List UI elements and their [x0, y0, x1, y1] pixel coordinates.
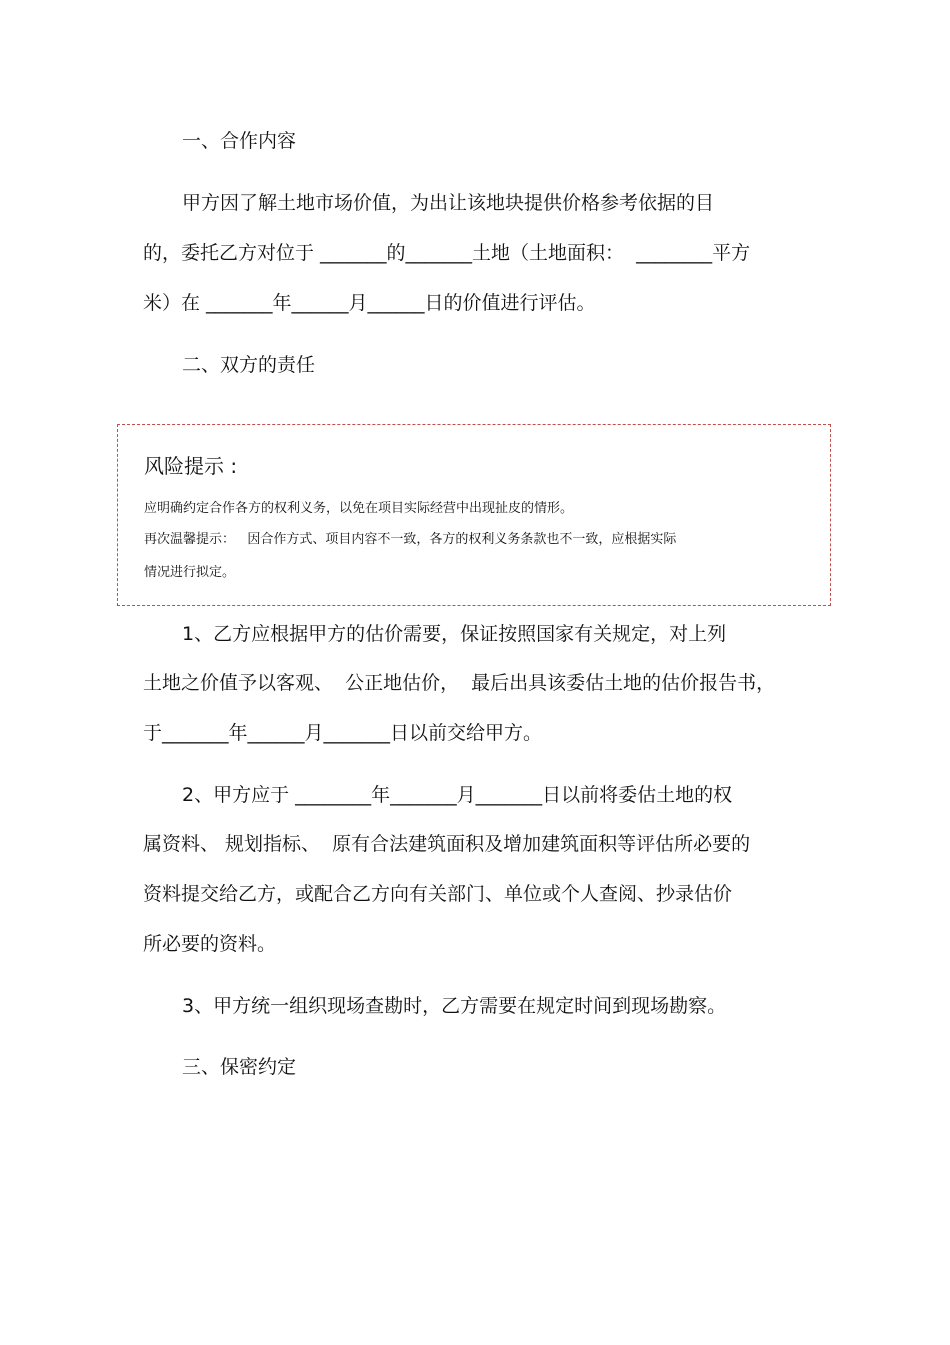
clause-line: 属资料、 规划指标、 原有合法建筑面积及增加建筑面积等评估所必要的 [143, 833, 751, 855]
clause-line: 1、乙方应根据甲方的估价需要，保证按照国家有关规定，对上列 [182, 623, 727, 645]
paragraph-line: 甲方因了解土地市场价值，为出让该地块提供价格参考依据的目 [182, 192, 715, 214]
section-heading-responsibilities: 二、双方的责任 [182, 354, 316, 376]
section-heading-confidentiality: 三、保密约定 [182, 1056, 297, 1078]
risk-notice-box [117, 424, 831, 606]
risk-notice-line: 情况进行拟定。 [144, 565, 236, 580]
section-heading-cooperation: 一、合作内容 [182, 130, 297, 152]
clause-line: 3、甲方统一组织现场查勘时，乙方需要在规定时间到现场勘察。 [182, 995, 727, 1017]
risk-notice-title: 风险提示 : [144, 454, 238, 478]
risk-notice-line: 再次温馨提示： 因合作方式、项目内容不一致，各方的权利义务条款也不一致，应根据实际 [144, 532, 677, 547]
clause-line: 于_______年______月_______日以前交给甲方。 [143, 722, 543, 744]
clause-line: 2、甲方应于 ________年_______月_______日以前将委估土地的权 [182, 784, 733, 806]
clause-line: 土地之价值予以客观、 公正地估价， 最后出具该委估土地的估价报告书， [143, 672, 776, 694]
paragraph-line: 的，委托乙方对位于 _______的_______土地（土地面积： ________平方 [143, 242, 751, 264]
clause-line: 资料提交给乙方，或配合乙方向有关部门、单位或个人查阅、抄录估价 [143, 883, 733, 905]
risk-notice-line: 应明确约定合作各方的权利义务，以免在项目实际经营中出现扯皮的情形。 [144, 501, 574, 516]
paragraph-line: 米）在 _______年______月______日的价值进行评估。 [143, 292, 596, 314]
clause-line: 所必要的资料。 [143, 933, 277, 955]
